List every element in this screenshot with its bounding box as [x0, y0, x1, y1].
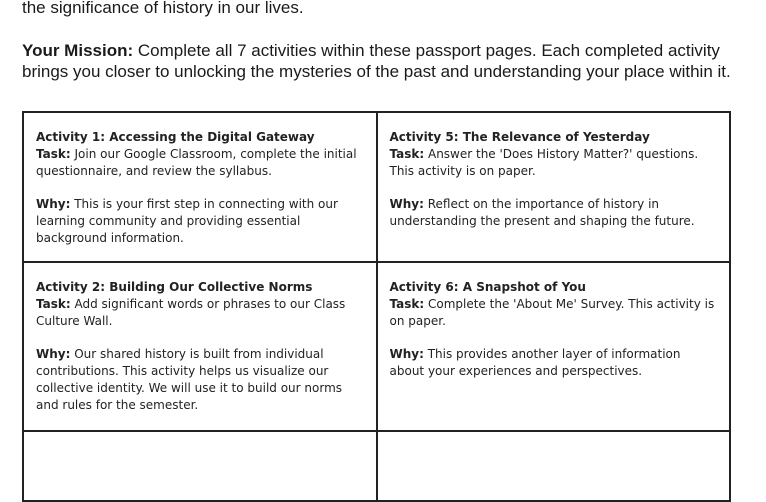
activity-task [390, 296, 718, 330]
table-row [23, 262, 730, 431]
activity-cell-7 [377, 431, 731, 501]
task-label: Task: [36, 147, 71, 161]
task-text: Answer the 'Does History Matter?' questions. This activity is on paper. [389, 147, 699, 178]
why-text: This provides another layer of information about your experiences and perspectives. [389, 347, 681, 378]
why-text: Our shared history is built from individual contributions. This activity helps us visualize our collective identity. We will use it to build our norms and rules for the semester. [36, 347, 343, 412]
table-row [23, 431, 730, 501]
task-text: Add significant words or phrases to our Class Culture Wall. [36, 297, 346, 328]
activity-task [390, 146, 718, 180]
task-label: Task: [389, 297, 425, 311]
intro-text: the significance of history in our lives. [22, 0, 304, 17]
task-text: Join our Google Classroom, complete the initial questionnaire, and review the syllabus. [36, 147, 357, 178]
activity-title: Activity 5: The Relevance of Yesterday [389, 130, 650, 144]
activity-cell-5 [377, 112, 731, 262]
activity-why [390, 196, 718, 230]
why-label: Why: [36, 347, 71, 361]
task-text: Complete the 'About Me' Survey. This activity is on paper. [389, 297, 715, 328]
activity-cell-1 [23, 112, 377, 262]
why-text: Reflect on the importance of history in understanding the present and shaping the future. [389, 197, 695, 228]
activities-table [22, 111, 731, 502]
activity-title: Activity 6: A Snapshot of You [389, 280, 586, 294]
why-label: Why: [389, 347, 424, 361]
activity-cell-3 [23, 431, 377, 501]
activity-title: Activity 1: Accessing the Digital Gateway [36, 130, 315, 144]
why-label: Why: [389, 197, 424, 211]
activity-task [36, 146, 364, 180]
why-text: This is your first step in connecting with our learning community and providing essential background information. [36, 197, 338, 245]
activity-title: Activity 2: Building Our Collective Norms [36, 280, 313, 294]
table-row [23, 112, 730, 262]
mission-statement [22, 40, 752, 82]
mission-text: Complete all 7 activities within these passport pages. Each completed activity brings you closer to unlocking the mysteries of the past and understanding your place within it. [22, 41, 731, 81]
activity-why [390, 346, 718, 380]
why-label: Why: [36, 197, 71, 211]
activity-why [36, 196, 364, 247]
task-label: Task: [36, 297, 71, 311]
mission-label: Your Mission: [22, 41, 134, 60]
activity-cell-6 [377, 262, 731, 431]
task-label: Task: [389, 147, 425, 161]
activity-task [36, 296, 364, 330]
activity-why [36, 346, 364, 414]
activity-cell-2 [23, 262, 377, 431]
